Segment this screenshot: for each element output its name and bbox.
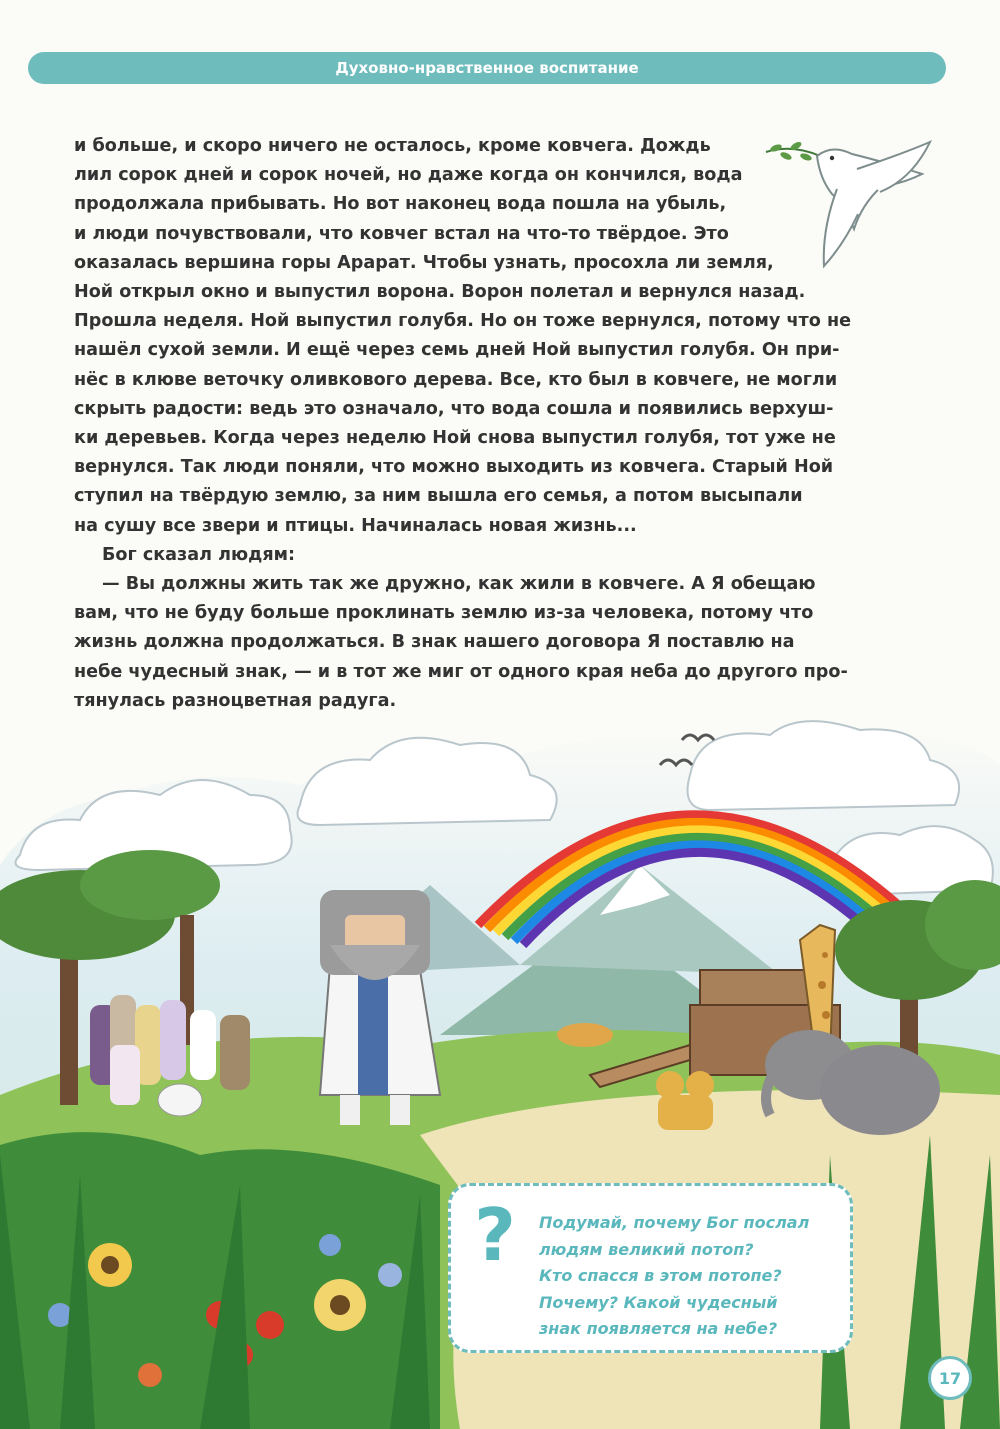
text-line: вернулся. Так люди поняли, что можно выходить из ковчега. Старый Ной (74, 457, 834, 478)
text-line: небе чудесный знак, — и в тот же миг от одного края неба до другого про- (74, 661, 848, 682)
text-line: и больше, и скоро ничего не осталось, кроме ковчега. Дождь (74, 136, 711, 156)
question-mark-icon: ? (474, 1193, 516, 1277)
question-line: знак появляется на небе? (539, 1319, 778, 1338)
text-line: лил сорок дней и сорок ночей, но даже когда он кончился, вода (74, 165, 743, 186)
text-line: ступил на твёрдую землю, за ним вышла его семья, а потом высыпали (74, 486, 803, 507)
text-line: Прошла неделя. Ной выпустил голубя. Но он тоже вернулся, потому что не (74, 311, 852, 332)
text-line: оказалась вершина горы Арарат. Чтобы узнать, просохла ли земля, (74, 252, 774, 273)
question-line: Почему? Какой чудесный (539, 1292, 778, 1312)
page-number: 17 (928, 1356, 972, 1400)
question-line: Подумай, почему Бог послал (539, 1213, 810, 1232)
text-line: Ной открыл окно и выпустил ворона. Ворон полетал и вернулся назад. (74, 282, 806, 303)
section-header (28, 52, 946, 84)
paragraph-3 (74, 570, 860, 716)
question-box (448, 1183, 853, 1353)
text-line: нашёл сухой земли. И ещё через семь дней Ной выпустил голубя. Он при- (74, 340, 840, 361)
text-line: жизнь должна продолжаться. В знак нашего договора Я поставлю на (74, 632, 795, 653)
section-title: Духовно-нравственное воспитание (335, 59, 639, 77)
noah-figure (320, 890, 440, 1125)
text-line: вам, что не буду больше проклинать землю из-за человека, потому что (74, 603, 814, 624)
paragraph-2: Бог сказал людям: (102, 544, 296, 565)
question-text (539, 1210, 839, 1343)
story-text (74, 132, 860, 716)
paragraph-1 (74, 132, 860, 541)
question-line: Кто спасся в этом потопе? (539, 1266, 782, 1285)
text-line: тянулась разноцветная радуга. (74, 690, 397, 711)
text-line: на сушу все звери и птицы. Начиналась новая жизнь... (74, 515, 637, 536)
text-line: скрыть радости: ведь это означало, что вода сошла и появились верхуш- (74, 398, 834, 419)
text-line: — Вы должны жить так же дружно, как жили в ковчеге. А Я обещаю (102, 574, 816, 595)
text-line: продолжала прибывать. Но вот наконец вода пошла на убыль, (74, 194, 727, 215)
text-line: и люди почувствовали, что ковчег встал на что-то твёрдое. Это (74, 223, 729, 244)
text-line: ки деревьев. Когда через неделю Ной снова выпустил голубя, тот уже не (74, 428, 836, 449)
text-line: нёс в клюве веточку оливкового дерева. Все, кто был в ковчеге, не могли (74, 369, 838, 390)
question-line: людям великий потоп? (539, 1239, 754, 1259)
